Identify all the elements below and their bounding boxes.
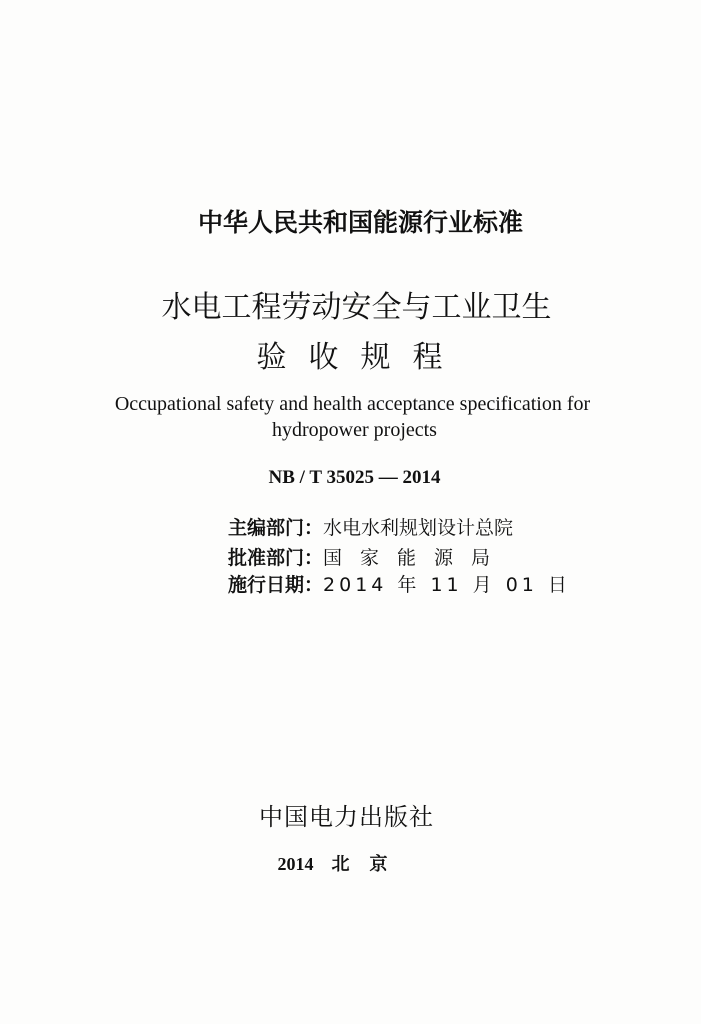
meta-approver-label: 批准部门： (228, 547, 324, 569)
publication-city: 北京 (331, 854, 408, 875)
publication-year: 2014 (277, 854, 314, 874)
english-title-line-1: Occupational safety and health acceptance specification for (114, 393, 591, 415)
publisher-name: 中国电力出版社 (259, 803, 434, 831)
english-title-line-2: hydropower projects (272, 419, 437, 441)
meta-effective-label: 施行日期： (228, 574, 324, 596)
meta-effective-row (228, 570, 571, 597)
meta-editor-value: 水电水利规划设计总院 (323, 517, 514, 539)
title-line-1: 水电工程劳动安全与工业卫生 (161, 290, 552, 325)
meta-effective-value: 2014 年 11 月 01 日 (323, 574, 571, 596)
publication-place (0, 850, 693, 876)
meta-approver-value: 国家能源局 (323, 547, 509, 569)
standard-type-heading: 中华人民共和国能源行业标准 (197, 208, 523, 237)
title-line-2: 验收规程 (256, 340, 465, 375)
meta-approver-row (228, 543, 508, 570)
meta-editor-row (228, 513, 513, 540)
meta-editor-label: 主编部门： (228, 517, 324, 539)
standard-code: NB / T 35025 — 2014 (268, 467, 441, 488)
